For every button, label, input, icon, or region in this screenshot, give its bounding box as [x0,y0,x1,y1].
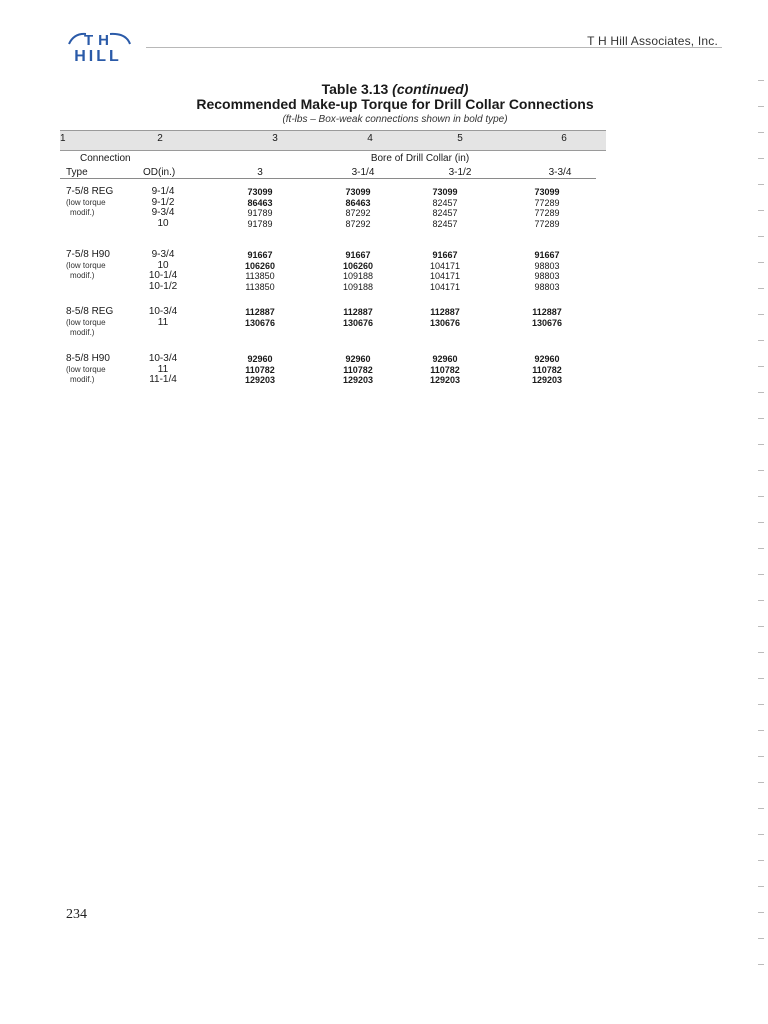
edge-tick [758,548,764,549]
torque-value: 82457 [432,208,458,219]
torque-value: 86463 [247,197,273,208]
connection-type-line: 8-5/8 REG [66,306,114,317]
od-value: 9-1/2 [151,196,175,208]
bore-size-1: 3 [257,167,263,178]
torque-value: 91789 [247,208,273,219]
torque-value: 86463 [345,197,371,208]
edge-tick [758,496,764,497]
torque-value: 92960 [432,354,458,364]
edge-tick [758,860,764,861]
edge-tick [758,522,764,523]
torque-value: 112887 [343,307,373,317]
connection-type-line: modif.) [70,208,95,218]
torque-value: 112887 [245,307,275,317]
torque-value: 104171 [429,260,461,271]
table-subtitle: (ft-lbs – Box-weak connections shown in bold type) [282,114,508,125]
torque-value: 91789 [247,218,273,229]
torque-value: 104171 [429,281,461,292]
connection-type-line: 7-5/8 H90 [66,249,110,260]
torque-value: 109188 [342,271,374,282]
company-name: T H Hill Associates, Inc. [587,34,718,48]
edge-tick [758,652,764,653]
connection-type-line: 8-5/8 H90 [66,353,110,364]
column-number-3: 3 [272,133,278,144]
od-value: 10 [157,259,169,271]
torque-value: 91667 [432,250,458,260]
connection-type-line: modif.) [70,271,95,281]
torque-value: 87292 [345,208,371,219]
edge-tick [758,184,764,185]
edge-tick [758,340,764,341]
edge-tick [758,444,764,445]
edge-tick [758,678,764,679]
connection-type-line: (low torque [66,197,106,207]
od-value: 9-3/4 [151,207,175,219]
torque-value: 73099 [534,187,560,197]
torque-value: 73099 [432,187,458,197]
connection-type-line: modif.) [70,375,95,385]
header-connection: Connection [80,153,131,164]
logo-text-bottom: HILL [74,48,122,64]
edge-tick [758,886,764,887]
torque-value: 110782 [343,364,373,375]
torque-value: 91667 [345,250,371,260]
column-number-4: 4 [367,133,373,144]
torque-value: 113850 [245,281,275,292]
table-title-number [140,81,650,97]
torque-value: 73099 [247,187,273,197]
torque-value: 106260 [342,260,374,271]
od-value: 11 [157,316,169,328]
torque-value: 98803 [534,271,560,282]
edge-tick [758,314,764,315]
bore-size-2: 3-1/4 [351,167,375,178]
edge-tick [758,574,764,575]
edge-tick [758,392,764,393]
edge-tick [758,158,764,159]
edge-tick [758,938,764,939]
torque-value: 112887 [532,307,562,317]
header-rule-bottom [60,178,596,179]
edge-tick [758,366,764,367]
torque-value: 98803 [534,260,560,271]
torque-value: 110782 [245,364,275,375]
od-value: 11-1/4 [149,374,177,386]
edge-tick [758,730,764,731]
edge-tick [758,132,764,133]
column-number-5: 5 [457,133,463,144]
connection-type-line: (low torque [66,260,106,270]
edge-tick [758,782,764,783]
od-value: 9-3/4 [151,249,175,260]
torque-value: 77289 [534,197,560,208]
connection-type-line: (low torque [66,317,106,327]
edge-tick [758,912,764,913]
column-number-2: 2 [157,133,163,144]
column-number-6: 6 [561,133,567,144]
torque-value: 109188 [342,281,374,292]
torque-value: 73099 [345,187,371,197]
torque-value: 110782 [532,364,562,375]
torque-value: 87292 [345,218,371,229]
page-number: 234 [66,907,87,922]
torque-value: 129203 [342,375,374,386]
torque-value: 112887 [430,307,460,317]
torque-value: 82457 [432,197,458,208]
connection-type-line: modif.) [70,328,95,338]
table-title-main: Recommended Make-up Torque for Drill Collar Connections [196,96,594,112]
torque-value: 77289 [534,208,560,219]
edge-tick [758,210,764,211]
od-value: 9-1/4 [151,186,175,197]
column-number-1: 1 [60,133,66,144]
torque-value: 130676 [244,317,276,328]
torque-value: 129203 [429,375,461,386]
edge-tick [758,600,764,601]
torque-value: 130676 [429,317,461,328]
torque-value: 113850 [245,271,275,282]
torque-value: 92960 [345,354,371,364]
th-hill-logo [66,30,132,64]
torque-value: 130676 [531,317,563,328]
edge-tick [758,262,764,263]
torque-value: 98803 [534,281,560,292]
torque-value: 77289 [534,218,560,229]
torque-value: 91667 [247,250,273,260]
torque-value: 129203 [244,375,276,386]
header-od: OD(in.) [143,167,176,178]
header-type: Type [66,167,88,178]
edge-tick [758,418,764,419]
title-continued: (continued) [392,81,469,97]
od-value: 10-3/4 [148,353,178,364]
edge-tick [758,808,764,809]
torque-value: 106260 [244,260,276,271]
edge-tick [758,470,764,471]
torque-value: 110782 [430,364,460,375]
column-number-bar [60,130,606,151]
bore-size-3: 3-1/2 [448,167,472,178]
title-number: Table 3.13 [321,81,389,97]
od-value: 10-1/4 [148,270,178,282]
header-bore: Bore of Drill Collar (in) [370,153,470,164]
torque-value: 92960 [534,354,560,364]
torque-value: 91667 [534,250,560,260]
edge-tick [758,80,764,81]
edge-tick [758,626,764,627]
edge-tick [758,756,764,757]
torque-value: 92960 [247,354,273,364]
connection-type-line: 7-5/8 REG [66,186,114,197]
bore-size-4: 3-3/4 [548,167,572,178]
logo-text-top: TH [84,32,114,49]
od-value: 10-1/2 [148,280,178,292]
edge-tick [758,236,764,237]
edge-tick [758,964,764,965]
torque-value: 104171 [429,271,461,282]
edge-tick [758,834,764,835]
edge-tick [758,288,764,289]
od-value: 10 [157,217,169,229]
od-value: 11 [157,363,169,375]
edge-tick [758,106,764,107]
edge-tick [758,704,764,705]
torque-value: 82457 [432,218,458,229]
od-value: 10-3/4 [148,306,178,317]
connection-type-line: (low torque [66,364,106,374]
torque-value: 130676 [342,317,374,328]
torque-value: 129203 [531,375,563,386]
